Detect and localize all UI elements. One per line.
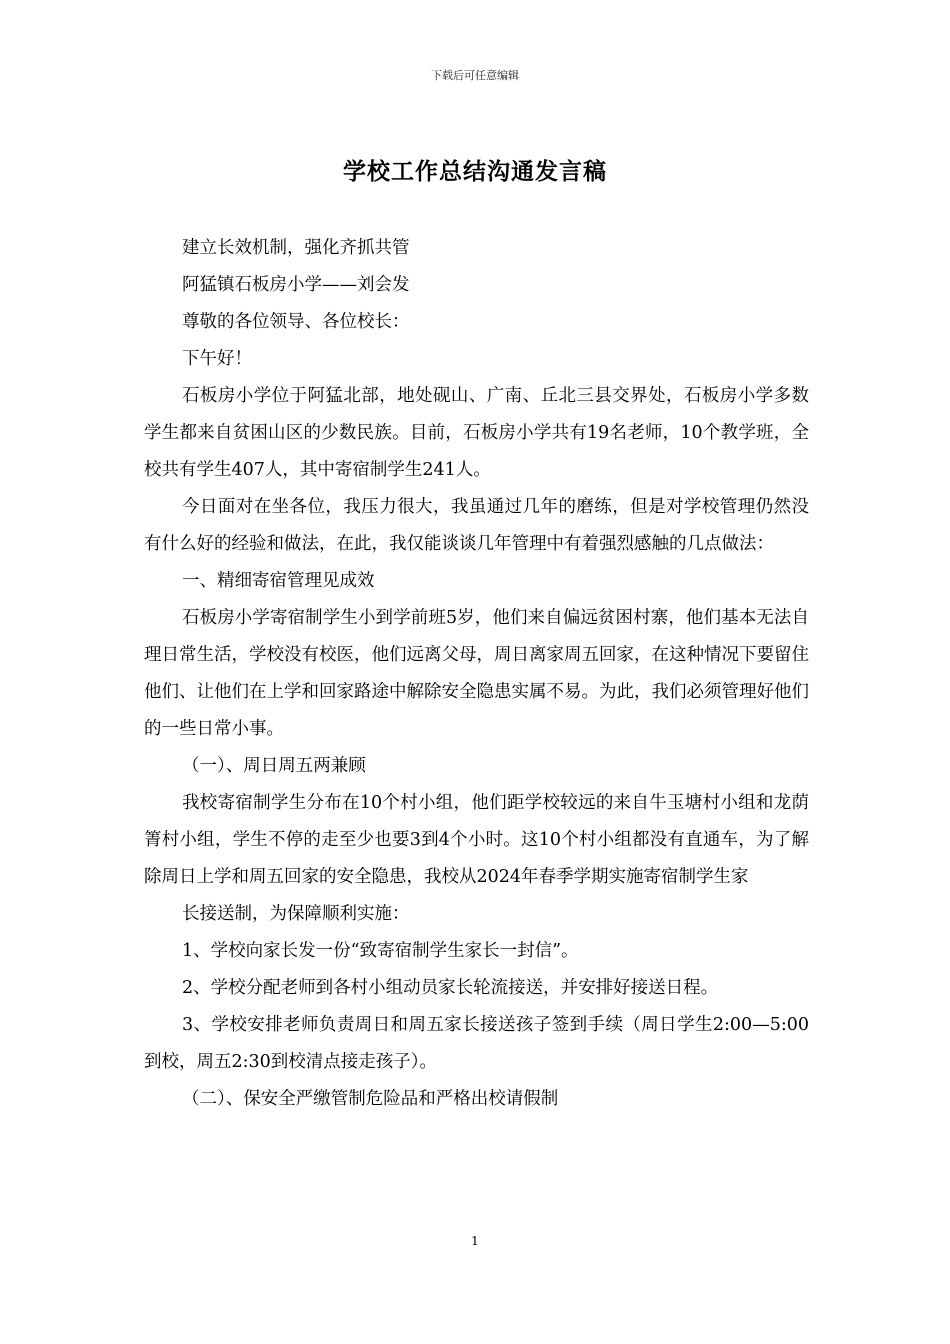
body-paragraph: 今日面对在坐各位，我压力很大，我虽通过几年的磨练，但是对学校管理仍然没有什么好的经验和做法，在此，我仅能谈谈几年管理中有着强烈感触的几点做法：	[144, 497, 809, 554]
subsection-heading: （一）、周日周五两兼顾	[182, 756, 366, 776]
list-item: 1、学校向家长发一份“致寄宿制学生家长一封信”。	[182, 941, 579, 961]
document-body	[144, 230, 809, 1118]
list-item: 3、学校安排老师负责周日和周五家长接送孩子签到手续（周日学生2:00—5:00到校，周五2:30到校清点接走孩子）。	[144, 1015, 809, 1072]
list-item: 2、学校分配老师到各村小组动员家长轮流接送，并安排好接送日程。	[182, 978, 719, 998]
header-note: 下载后可任意编辑	[431, 69, 519, 82]
body-paragraph: 我校寄宿制学生分布在10个村小组，他们距学校较远的来自牛玉塘村小组和龙荫箐村小组，学生不停的走至少也要3到4个小时。这10个村小组都没有直通车，为了解除周日上学和周五回家的安全隐患，我校从2024年春季学期实施寄宿制学生家	[144, 793, 809, 887]
salutation: 尊敬的各位领导、各位校长：	[182, 312, 410, 332]
body-paragraph: 石板房小学寄宿制学生小到学前班5岁，他们来自偏远贫困村寨，他们基本无法自理日常生活，学校没有校医，他们远离父母，周日离家周五回家，在这种情况下要留住他们、让他们在上学和回家路途中解除安全隐患实属不易。为此，我们必须管理好他们的一些日常小事。	[144, 608, 809, 739]
subtitle-paragraph: 建立长效机制，强化齐抓共管	[182, 238, 410, 258]
greeting: 下午好！	[182, 349, 252, 369]
section-heading: 一、精细寄宿管理见成效	[182, 571, 375, 591]
body-paragraph: 长接送制，为保障顺利实施：	[182, 904, 410, 924]
body-paragraph: 石板房小学位于阿猛北部，地处砚山、广南、丘北三县交界处，石板房小学多数学生都来自贫困山区的少数民族。目前，石板房小学共有19名老师，10个教学班，全校共有学生407人，其中寄宿制学生241人。	[144, 386, 809, 480]
document-title: 学校工作总结沟通发言稿	[343, 158, 607, 185]
page-number: 1	[471, 1234, 479, 1248]
subsection-heading: （二）、保安全严缴管制危险品和严格出校请假制	[182, 1089, 559, 1109]
author-line: 阿猛镇石板房小学——刘会发	[182, 275, 410, 295]
